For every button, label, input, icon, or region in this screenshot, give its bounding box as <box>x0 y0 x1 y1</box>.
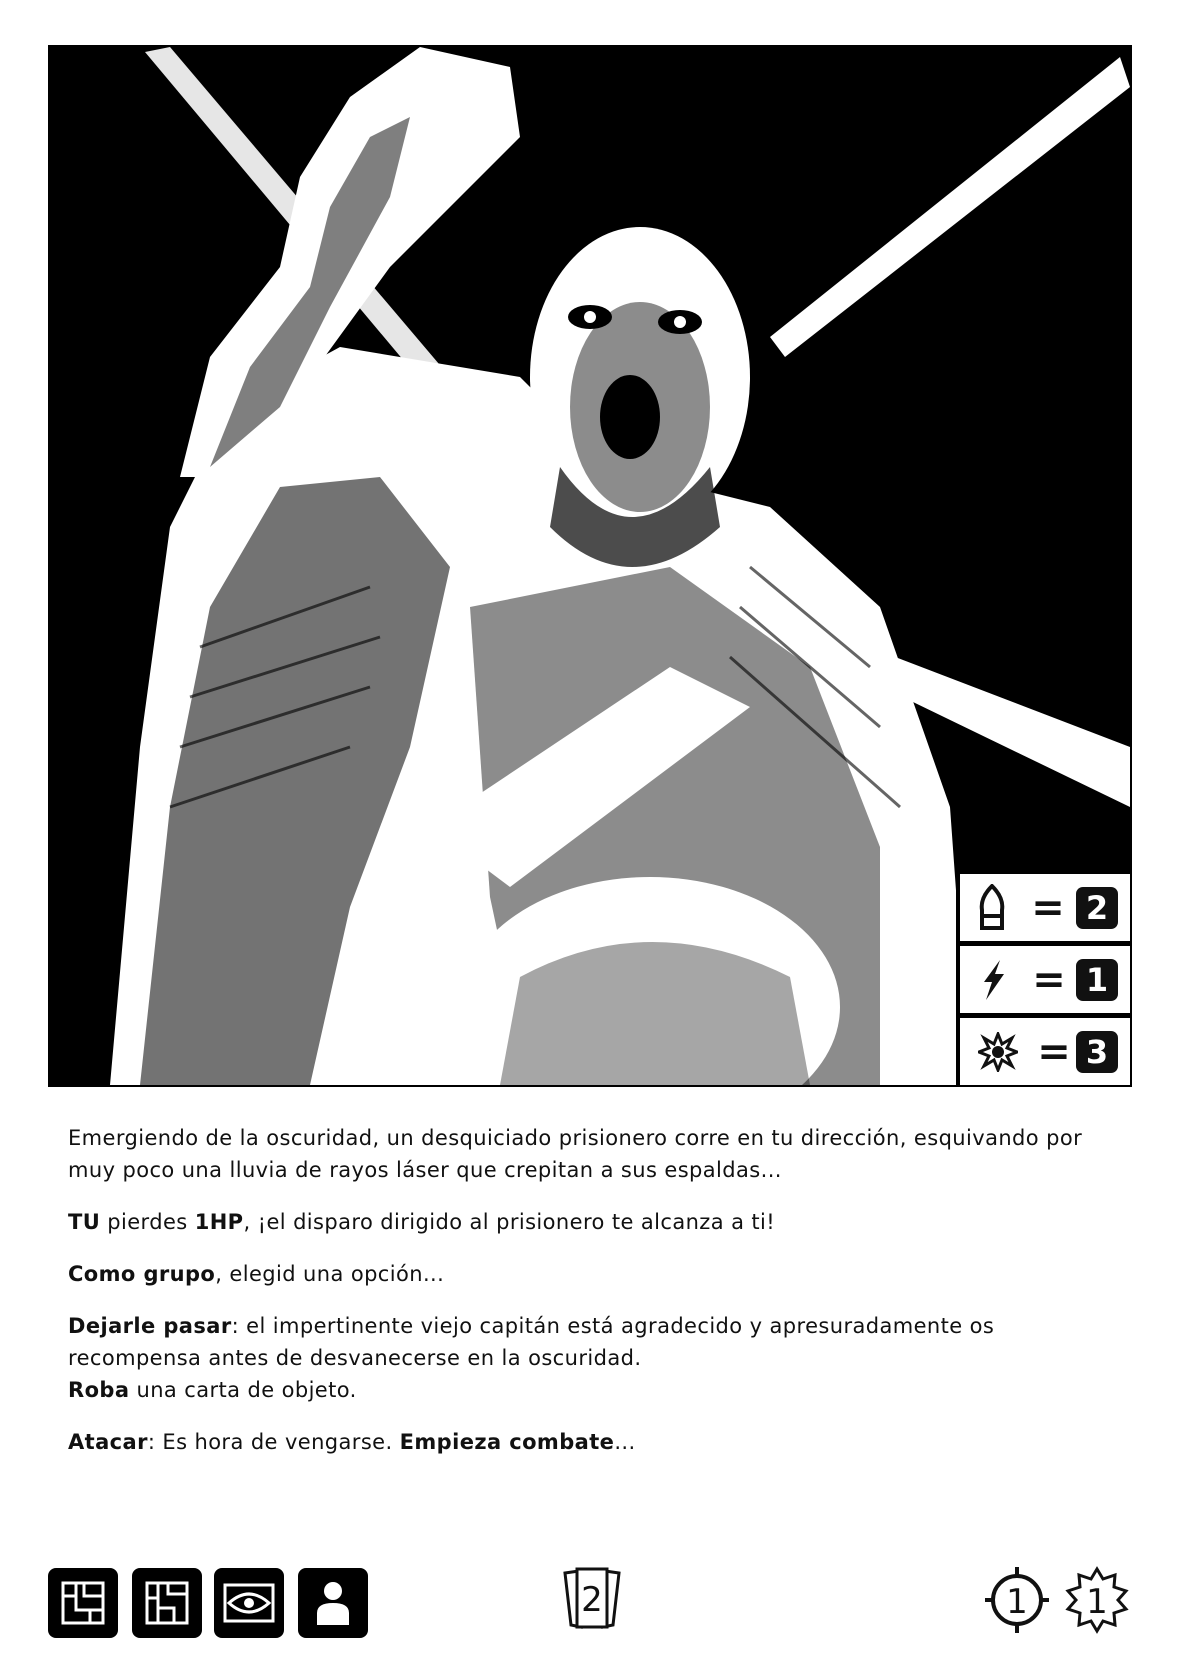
option-attack-action: Empieza combate <box>399 1430 615 1454</box>
group-rest: , elegid una opción... <box>215 1262 445 1286</box>
map-room-alt-icon <box>132 1568 202 1638</box>
option-let-pass-label: Dejarle pasar <box>68 1314 232 1338</box>
person-icon <box>298 1568 368 1638</box>
card-deck-icon <box>559 1565 625 1631</box>
target-number: 1 <box>1006 1582 1028 1622</box>
burst-icon <box>1068 1569 1126 1631</box>
stat-value-lightning: 1 <box>1076 959 1118 1001</box>
damage-target: TU <box>68 1210 101 1234</box>
option-let-pass-action: Roba <box>68 1378 130 1402</box>
damage-amount: 1HP <box>194 1210 244 1234</box>
stat-equals: = <box>1032 956 1066 1003</box>
intro-paragraph: Emergiendo de la oscuridad, un desquiciado prisionero corre en tu dirección, esquivando por muy poco una lluvia de rayos láser que crepitan a sus espaldas... <box>68 1126 1083 1182</box>
enemy-stats-panel <box>956 870 1130 1085</box>
stat-row-explosion <box>960 1018 1130 1085</box>
bullet-icon <box>978 884 1006 932</box>
map-room-icon <box>48 1568 118 1638</box>
explosion-icon <box>978 1032 1018 1072</box>
deck-number: 2 <box>581 1580 603 1620</box>
encounter-text <box>68 1122 1128 1478</box>
target-icon <box>985 1567 1049 1633</box>
group-label: Como grupo <box>68 1262 216 1286</box>
burst-number: 1 <box>1086 1582 1108 1622</box>
group-paragraph <box>68 1258 1128 1290</box>
combat-indicators <box>985 1565 1135 1639</box>
stat-value-explosion: 3 <box>1076 1031 1118 1073</box>
option-attack-action-text: ... <box>614 1430 636 1454</box>
option-let-pass-action-text: una carta de objeto. <box>129 1378 357 1402</box>
stat-row-lightning <box>960 946 1130 1013</box>
stat-row-bullet <box>960 874 1130 941</box>
damage-verb: pierdes <box>100 1210 195 1234</box>
lightning-icon <box>978 958 1008 1002</box>
option-let-pass-text: : el impertinente viejo capitán está agradecido y apresuradamente os recompensa antes de desvanecerse en la oscuridad. <box>68 1314 995 1370</box>
damage-rest: , ¡el disparo dirigido al prisionero te alcanza a ti! <box>243 1210 776 1234</box>
stat-equals: = <box>1031 884 1065 931</box>
deranged-prisoner-illustration <box>48 45 1132 1087</box>
stat-equals: = <box>1037 1028 1071 1075</box>
option-attack-text: : Es hora de vengarse. <box>147 1430 400 1454</box>
stat-value-bullet: 2 <box>1076 887 1118 929</box>
option-attack-label: Atacar <box>68 1430 148 1454</box>
damage-paragraph <box>68 1206 1128 1238</box>
eye-icon <box>214 1568 284 1638</box>
item-deck-indicator <box>559 1565 625 1635</box>
option-let-pass <box>68 1310 1128 1406</box>
option-attack <box>68 1426 1128 1458</box>
